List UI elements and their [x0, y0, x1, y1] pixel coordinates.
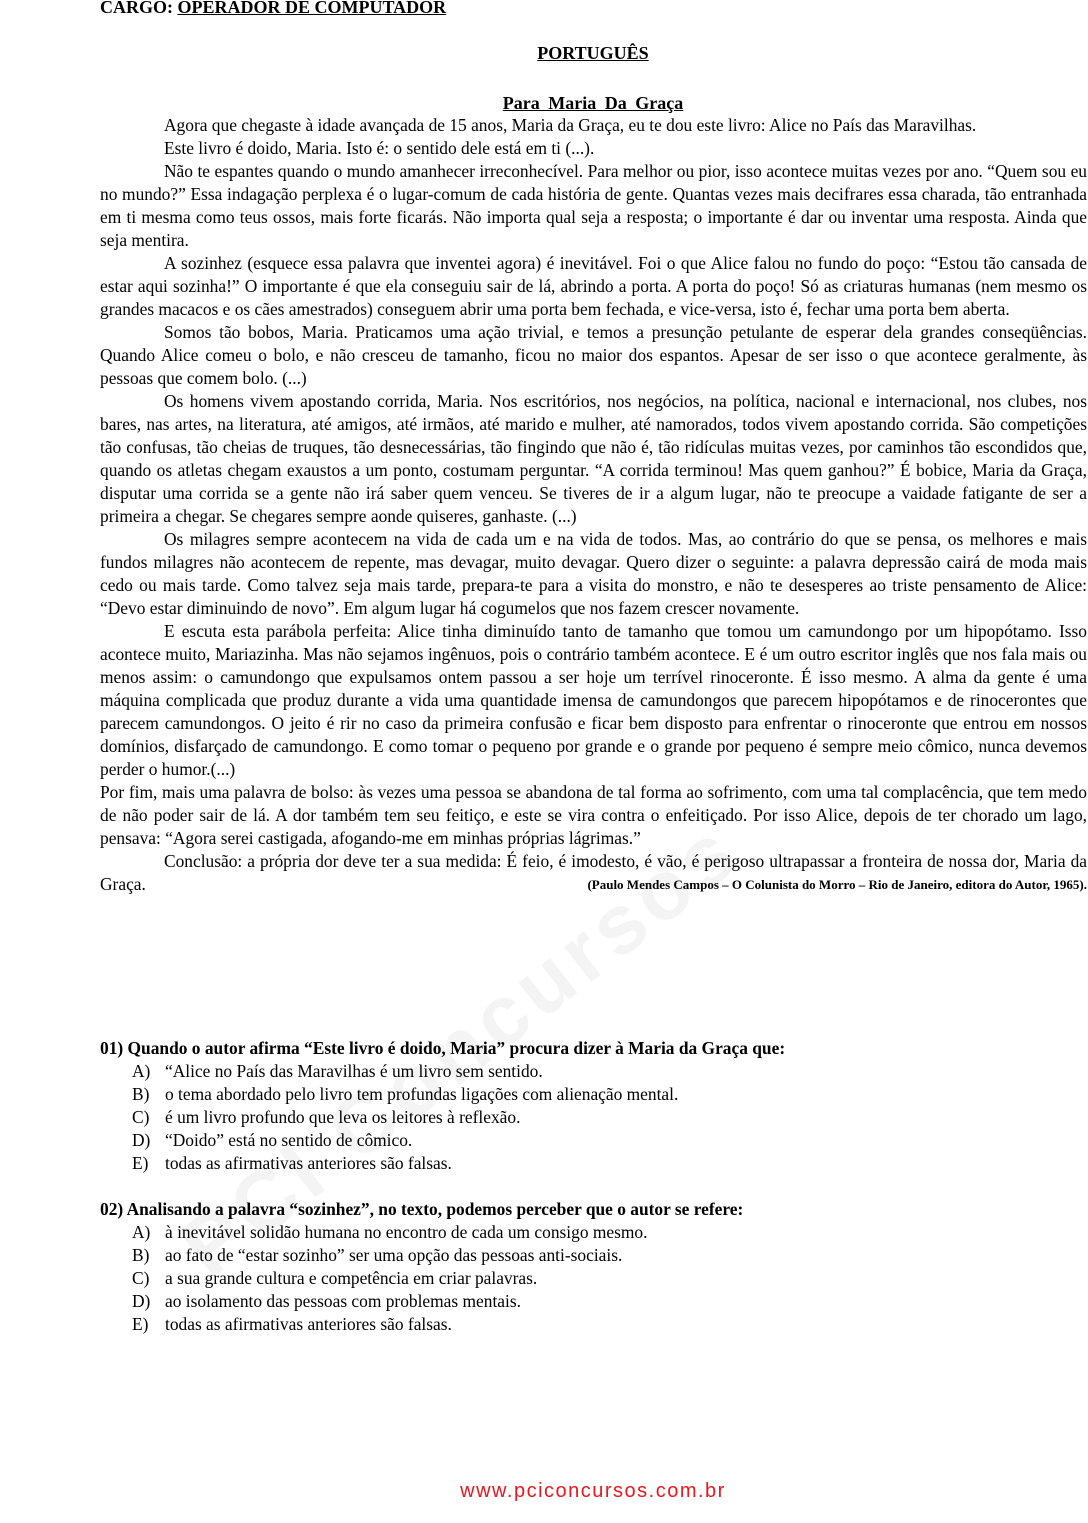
- option-text: “Alice no País das Maravilhas é um livro sem sentido.: [165, 1061, 543, 1081]
- paragraph: Os milagres sempre acontecem na vida de cada um e na vida de todos. Mas, ao contrário do que se pensa, os melhores e mais fundos milagres não acontecem de repente, mas devagar, muito devagar. Quero dizer o seguinte: a palavra depressão cairá de moda mais cedo ou mais tarde. Como talvez seja mais tarde, prepara-te para a visita do monstro, e não te desesperes ao triste pensamento de Alice: “Devo estar diminuindo de novo”. Em algum lugar há cogumelos que nos fazem crescer novamente.: [100, 529, 1087, 618]
- paragraph-conclusion: [100, 850, 1087, 896]
- option-text: ao isolamento das pessoas com problemas mentais.: [165, 1291, 521, 1311]
- option: [100, 1106, 1087, 1129]
- option-text: à inevitável solidão humana no encontro de cada um consigo mesmo.: [165, 1222, 648, 1242]
- paragraph: E escuta esta parábola perfeita: Alice tinha diminuído tanto de tamanho que tomou um camundongo por um hipopótamo. Isso acontece muito, Mariazinha. Mas não sejamos ingênuos, pois o contrário também acontece. E é um outro escritor inglês que nos fala mais ou menos assim: o camundongo que expulsamos ontem passou a ser hoje um terrível rinoceronte. É isso mesmo. A alma da gente é uma máquina complicada que produz durante a vida uma quantidade imensa de camundongos que parecem hipopótamos e de rinocerontes que parecem camundongos. O jeito é rir no caso da primeira confusão e ficar bem disposto para enfrentar o rinoceronte que entrou em nossos domínios, disfarçado de camundongo. E como tomar o pequeno por grande e o grande por pequeno é sempre meio cômico, nunca devemos perder o humor.(...): [100, 621, 1087, 779]
- option-letter: B): [132, 1084, 150, 1104]
- option-letter: C): [132, 1268, 150, 1288]
- option-letter: D): [132, 1291, 151, 1311]
- cargo-label: CARGO:: [100, 0, 173, 17]
- option-letter: A): [132, 1061, 151, 1081]
- text-title: Para Maria Da Graça: [502, 93, 684, 113]
- option-list: [100, 1060, 1087, 1175]
- text-body: [100, 114, 1087, 896]
- option: [100, 1221, 1087, 1244]
- option-letter: E): [132, 1314, 149, 1334]
- option: [100, 1083, 1087, 1106]
- option: [100, 1313, 1087, 1336]
- option-letter: A): [132, 1222, 151, 1242]
- option-letter: C): [132, 1107, 150, 1127]
- option-text: o tema abordado pelo livro tem profundas ligações com alienação mental.: [165, 1084, 679, 1104]
- option-text: todas as afirmativas anteriores são falsas.: [165, 1314, 452, 1334]
- paragraph: Este livro é doido, Maria. Isto é: o sentido dele está em ti (...).: [164, 138, 595, 158]
- paragraph-conclusion-text: Conclusão: a própria dor deve ter a sua medida: É feio, é imodesto, é vão, é perigoso ultrapassar a fronteira de nossa dor, Maria da Graça.: [100, 851, 1087, 894]
- option-letter: E): [132, 1153, 149, 1173]
- option-text: todas as afirmativas anteriores são falsas.: [165, 1153, 452, 1173]
- question-title: 01) Quando o autor afirma “Este livro é doido, Maria” procura dizer à Maria da Graça que:: [100, 1038, 786, 1058]
- subject-heading: PORTUGUÊS: [537, 43, 649, 63]
- question: [100, 1037, 1087, 1175]
- question: [100, 1198, 1087, 1336]
- questions: [100, 1037, 1087, 1359]
- option: [100, 1152, 1087, 1175]
- footer-url-link[interactable]: www.pciconcursos.com.br: [460, 1480, 726, 1502]
- option: [100, 1244, 1087, 1267]
- paragraph: Por fim, mais uma palavra de bolso: às vezes uma pessoa se abandona de tal forma ao sofrimento, com uma tal complacência, que tem medo de não poder sair de lá. A dor também tem seu feitiço, e este se vira contra o enfeitiçado. Por isso Alice, depois de ter chorado um lago, pensava: “Agora serei castigada, afogando-me em minhas próprias lágrimas.”: [100, 782, 1087, 848]
- cargo-heading: [100, 0, 446, 18]
- option: [100, 1267, 1087, 1290]
- paragraph: Os homens vivem apostando corrida, Maria. Nos escritórios, nos negócios, na política, nacional e internacional, nos clubes, nos bares, nas artes, na literatura, até amigos, até irmãos, até marido e mulher, até namorados, todos vivem apostando corrida. São competições tão confusas, tão cheias de truques, tão desnecessárias, tão fingindo que não é, tão ridículas muitas vezes, por caminhos tão escondidos que, quando os atletas chegam exaustos a um ponto, costumam perguntar. “A corrida terminou! Mas quem ganhou?” É bobice, Maria da Graça, disputar uma corrida se a gente não irá saber quem venceu. Se tiveres de ir a algum lugar, não te preocupe a vaidade fatigante de ser a primeira a chegar. Se chegares sempre aonde quiseres, ganhaste. (...): [100, 391, 1087, 526]
- option-letter: B): [132, 1245, 150, 1265]
- option-text: é um livro profundo que leva os leitores à reflexão.: [165, 1107, 521, 1127]
- option-text: “Doido” está no sentido de cômico.: [165, 1130, 413, 1150]
- cargo-value: OPERADOR DE COMPUTADOR: [177, 0, 447, 17]
- question-title: 02) Analisando a palavra “sozinhez”, no texto, podemos perceber que o autor se refere:: [100, 1199, 744, 1219]
- paragraph: Somos tão bobos, Maria. Praticamos uma ação trivial, e temos a presunção petulante de esperar dela grandes conseqüências. Quando Alice comeu o bolo, e não cresceu de tamanho, ficou no maior dos espantos. Apesar de ser isso o que acontece geralmente, às pessoas que comem bolo. (...): [100, 322, 1087, 388]
- option-text: ao fato de “estar sozinho” ser uma opção das pessoas anti-sociais.: [165, 1245, 623, 1265]
- option: [100, 1290, 1087, 1313]
- option-text: a sua grande cultura e competência em criar palavras.: [165, 1268, 538, 1288]
- option-letter: D): [132, 1130, 151, 1150]
- paragraph: A sozinhez (esquece essa palavra que inventei agora) é inevitável. Foi o que Alice falou no fundo do poço: “Estou tão cansada de estar aqui sozinha!” O importante é que ela conseguiu sair de lá, abrindo a porta. A porta do poço! Só as criaturas humanas (nem mesmo os grandes macacos e os cães amestrados) conseguem abrir uma porta bem fechada, e vice-versa, isto é, fechar uma porta bem aberta.: [100, 253, 1087, 319]
- option-list: [100, 1221, 1087, 1336]
- citation: (Paulo Mendes Campos – O Colunista do Morro – Rio de Janeiro, editora do Autor, 1965).: [587, 877, 1087, 892]
- paragraph: Não te espantes quando o mundo amanhecer irreconhecível. Para melhor ou pior, isso acontece muitas vezes por ano. “Quem sou eu no mundo?” Essa indagação perplexa é o lugar-comum de cada história de gente. Quantas vezes mais decifrares essa charada, tão entranhada em ti mesma como teus ossos, mais forte ficarás. Não importa qual seja a resposta; o importante é dar ou inventar uma resposta. Ainda que seja mentira.: [100, 161, 1087, 250]
- paragraph: Agora que chegaste à idade avançada de 15 anos, Maria da Graça, eu te dou este livro: Alice no País das Maravilhas.: [164, 115, 977, 135]
- option: [100, 1129, 1087, 1152]
- option: [100, 1060, 1087, 1083]
